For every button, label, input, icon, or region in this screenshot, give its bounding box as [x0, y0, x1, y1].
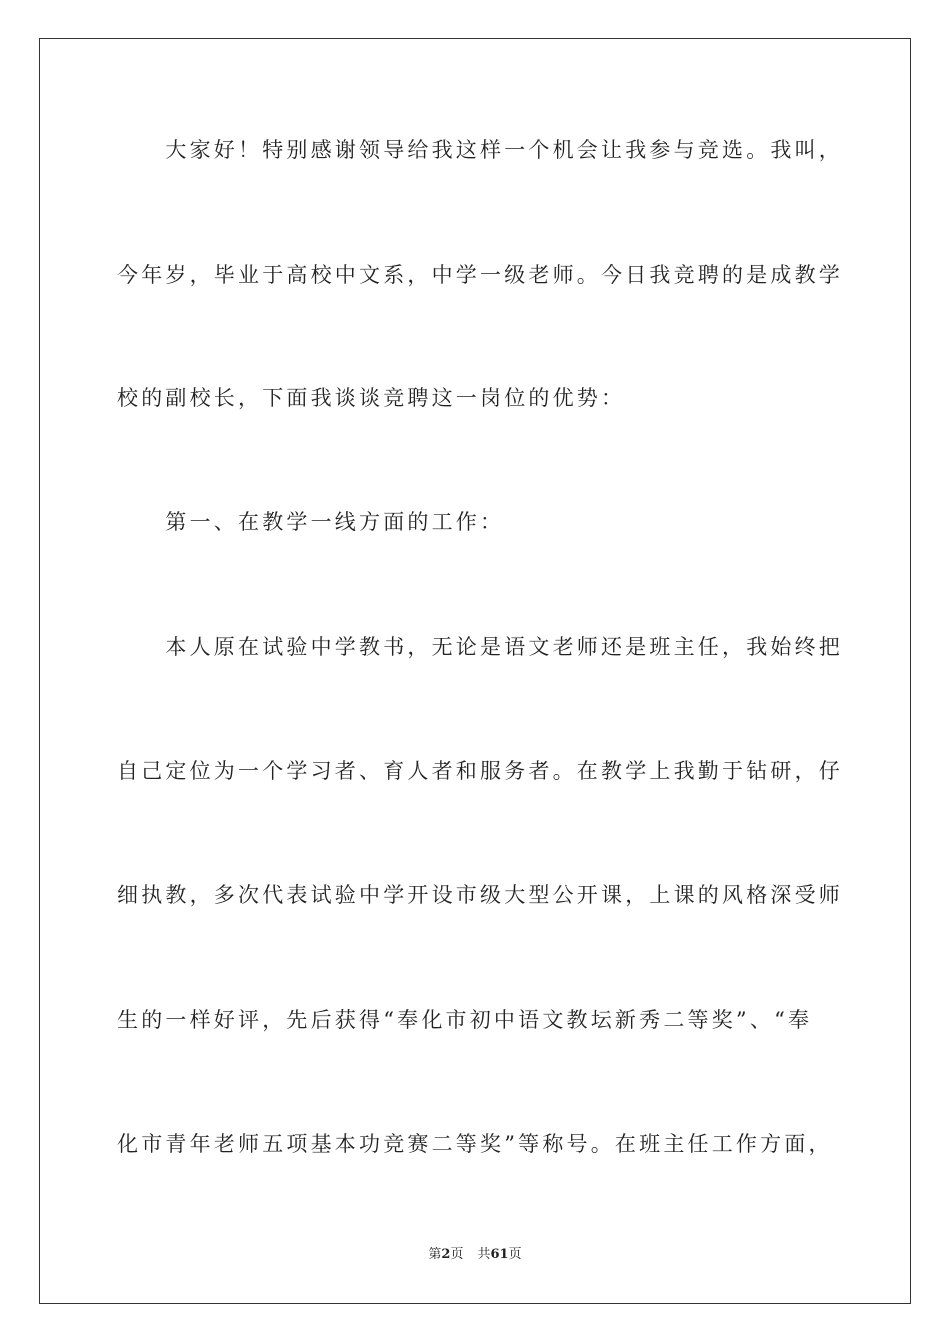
total-suffix: 页 [508, 1247, 522, 1262]
total-pages: 61 [490, 1247, 509, 1262]
text-line: 大家好！特别感谢领导给我这样一个机会让我参与竞选。我叫， [117, 138, 843, 162]
page-prefix: 第 [428, 1247, 442, 1262]
page-footer [0, 1246, 950, 1264]
text-line: 自己定位为一个学习者、育人者和服务者。在教学上我勤于钻研，仔 [117, 759, 843, 783]
text-line: 生的一样好评，先后获得“奉化市初中语文教坛新秀二等奖”、“奉 [117, 1008, 813, 1032]
text-line: 化市青年老师五项基本功竞赛二等奖”等称号。在班主任工作方面， [117, 1132, 833, 1156]
text-line: 细执教，多次代表试验中学开设市级大型公开课，上课的风格深受师 [117, 883, 843, 907]
page-suffix: 页 [450, 1247, 464, 1262]
text-line: 本人原在试验中学教书，无论是语文老师还是班主任，我始终把 [117, 635, 843, 659]
total-prefix: 共 [477, 1247, 491, 1262]
text-line: 第一、在教学一线方面的工作： [117, 510, 505, 534]
page-border [39, 38, 911, 1304]
text-line: 今年岁，毕业于高校中文系，中学一级老师。今日我竞聘的是成教学 [117, 263, 843, 287]
text-line: 校的副校长，下面我谈谈竞聘这一岗位的优势： [117, 386, 626, 410]
page-number: 2 [441, 1247, 451, 1262]
